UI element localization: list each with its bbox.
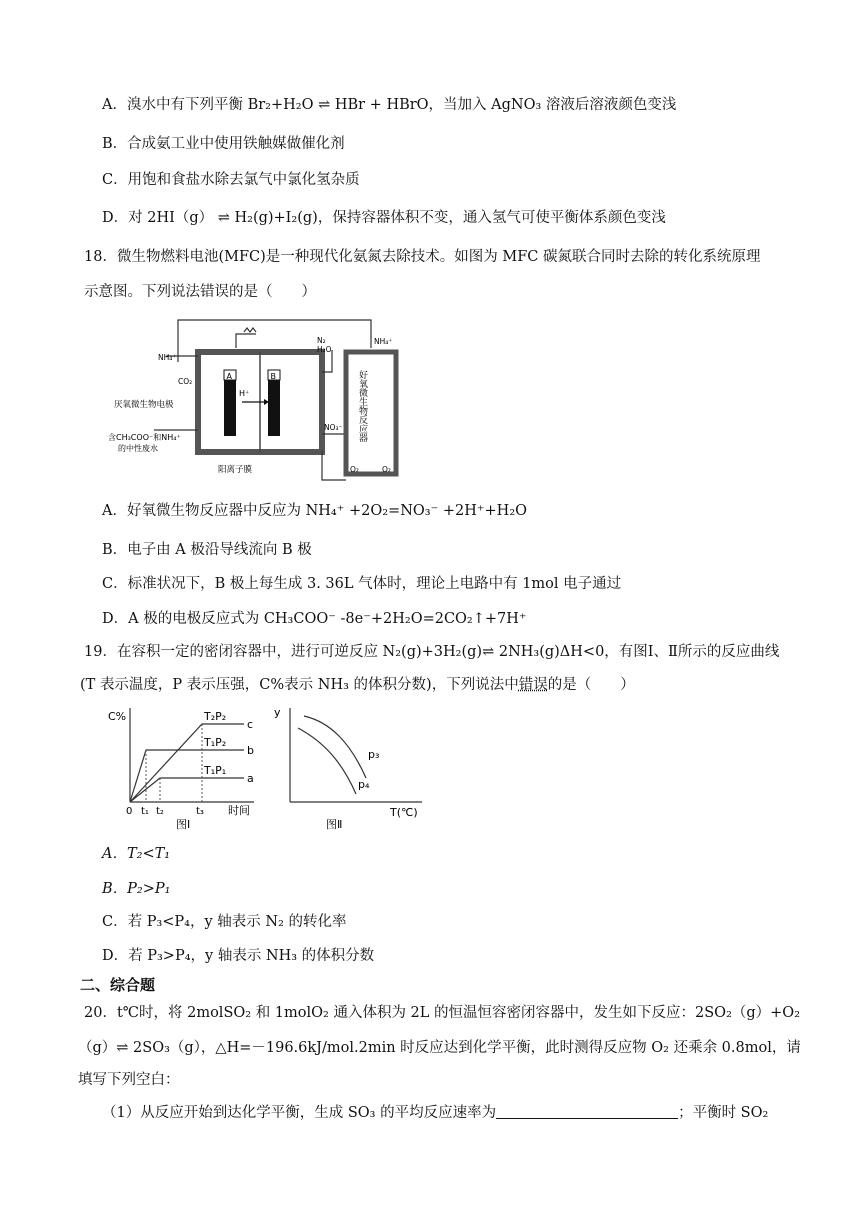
q18-option-c: C．标准状况下，B 极上每生成 3. 36L 气体时，理论上电路中有 1mol 电子通过 [102, 576, 622, 592]
q20-sub1 [102, 1103, 768, 1123]
anaerobe-electrode-label: 厌氧微生物电极 [114, 400, 174, 410]
q17-option-c: C．用饱和食盐水除去氯气中氯化氢杂质 [102, 172, 360, 188]
q18-option-b: B．电子由 A 极沿导线流向 B 极 [102, 542, 312, 558]
q18-option-d: D．A 极的电极反应式为 CH₃COO⁻ -8e⁻+2H₂O=2CO₂↑+7H⁺ [102, 611, 527, 627]
fig2-xlabel: T(℃) [390, 806, 418, 819]
fig1-t3: t₃ [196, 806, 204, 817]
wastewater-label-2: 的中性废水 [118, 444, 158, 453]
co2-label: CO₂ [178, 377, 193, 386]
q17-option-d: D．对 2HI（g） ⇌ H₂(g)+I₂(g)，保持容器体积不变，通入氢气可使平衡体系颜色变浅 [102, 210, 666, 226]
fig1-curve-c-label: T₂P₂ [204, 710, 227, 723]
fig1-xlabel: 时间 [228, 804, 250, 817]
figure-2-graph [272, 702, 432, 834]
q19-stem-line1: 19．在容积一定的密闭容器中，进行可逆反应 N₂(g)+3H₂(g)⇌ 2NH₃(g)ΔH<0，有图Ⅰ、Ⅱ所示的反应曲线 [84, 644, 780, 660]
q20-line1: 20．t℃时，将 2molSO₂ 和 1molO₂ 通入体积为 2L 的恒温恒容密闭容器中，发生如下反应：2SO₂（g）+O₂ [84, 1005, 801, 1021]
q18-stem-line2: 示意图。下列说法错误的是（ ） [84, 284, 316, 300]
fig2-p3-label: p₃ [368, 748, 380, 761]
fig2-ylabel: y [274, 706, 281, 719]
fig1-caption: 图Ⅰ [176, 818, 191, 831]
q19-option-a: A．T₂<T₁ [102, 846, 171, 862]
fig1-origin: 0 [126, 806, 133, 817]
fig1-a: a [247, 772, 254, 785]
q19-option-c: C．若 P₃<P₄，y 轴表示 N₂ 的转化率 [102, 914, 347, 930]
electrode-a-label: A [226, 372, 232, 381]
q20-sub1-pre: （1）从反应开始到达化学平衡，生成 SO₃ 的平均反应速率为 [102, 1105, 497, 1121]
q20-sub1-post: ；平衡时 SO₂ [678, 1105, 769, 1121]
mfc-diagram [106, 312, 416, 492]
q19-stem-pre: (T 表示温度，P 表示压强，C%表示 NH₃ 的体积分数)，下列说法中 [80, 677, 519, 693]
q17-option-b: B．合成氨工业中使用铁触媒做催化剂 [102, 136, 345, 152]
no3-label: NO₃⁻ [324, 423, 343, 432]
section-heading: 二、综合题 [80, 976, 156, 994]
wastewater-label-1: 含CH₃COO⁻和NH₄⁺ [108, 433, 181, 442]
q19-option-b: B．P₂>P₁ [102, 881, 171, 897]
answer-blank[interactable] [496, 1104, 678, 1119]
fig2-p4-label: p₄ [358, 778, 370, 791]
n2-label: N₂ [317, 336, 326, 345]
fig1-curve-b-label: T₁P₂ [204, 736, 227, 749]
reactor-label: 好氧微生物反应器 [357, 370, 367, 442]
fig1-ylabel: C% [108, 710, 127, 723]
q18-option-a: A．好氧微生物反应器中反应为 NH₄⁺ +2O₂=NO₃⁻ +2H⁺+H₂O [102, 503, 528, 519]
o2-right-label: O₂ [382, 465, 391, 474]
fig1-b: b [247, 744, 254, 757]
fig1-t1: t₁ [141, 806, 149, 817]
q19-stem-line2 [80, 675, 635, 695]
q20-line3: 填写下列空白： [78, 1072, 180, 1088]
q18-stem-line1: 18．微生物燃料电池(MFC)是一种现代化氨氮去除技术。如图为 MFC 碳氮联合同时去除的转化系统原理 [84, 249, 761, 265]
fig1-t2: t₂ [156, 806, 164, 817]
fig1-c: c [247, 718, 254, 731]
electrode-b-label: B [270, 372, 276, 381]
h2o-label: H₂O [317, 345, 332, 354]
q20-line2: （g）⇌ 2SO₃（g），△H=－196.6kJ/mol.2min 时反应达到化学平衡，此时测得反应物 O₂ 还乘余 0.8mol，请 [78, 1040, 801, 1056]
figure-1-graph [104, 702, 274, 834]
nh4-right-label: NH₄⁺ [374, 337, 393, 346]
fig2-caption: 图Ⅱ [326, 818, 343, 831]
fig1-curve-a-label: T₁P₁ [204, 764, 227, 777]
nh4-left-label: NH₄⁺ [158, 353, 177, 362]
q19-option-d: D．若 P₃>P₄，y 轴表示 NH₃ 的体积分数 [102, 948, 375, 964]
hplus-label: H⁺ [239, 389, 250, 398]
q19-stem-emphasis: 错误 [518, 677, 548, 693]
q19-stem-post: 的是（ ） [547, 677, 635, 693]
membrane-label: 阳离子膜 [218, 465, 253, 475]
o2-left-label: O₂ [350, 465, 359, 474]
q17-option-a: A．溴水中有下列平衡 Br₂+H₂O ⇌ HBr + HBrO，当加入 AgNO₃ 溶液后溶液颜色变浅 [102, 97, 677, 113]
